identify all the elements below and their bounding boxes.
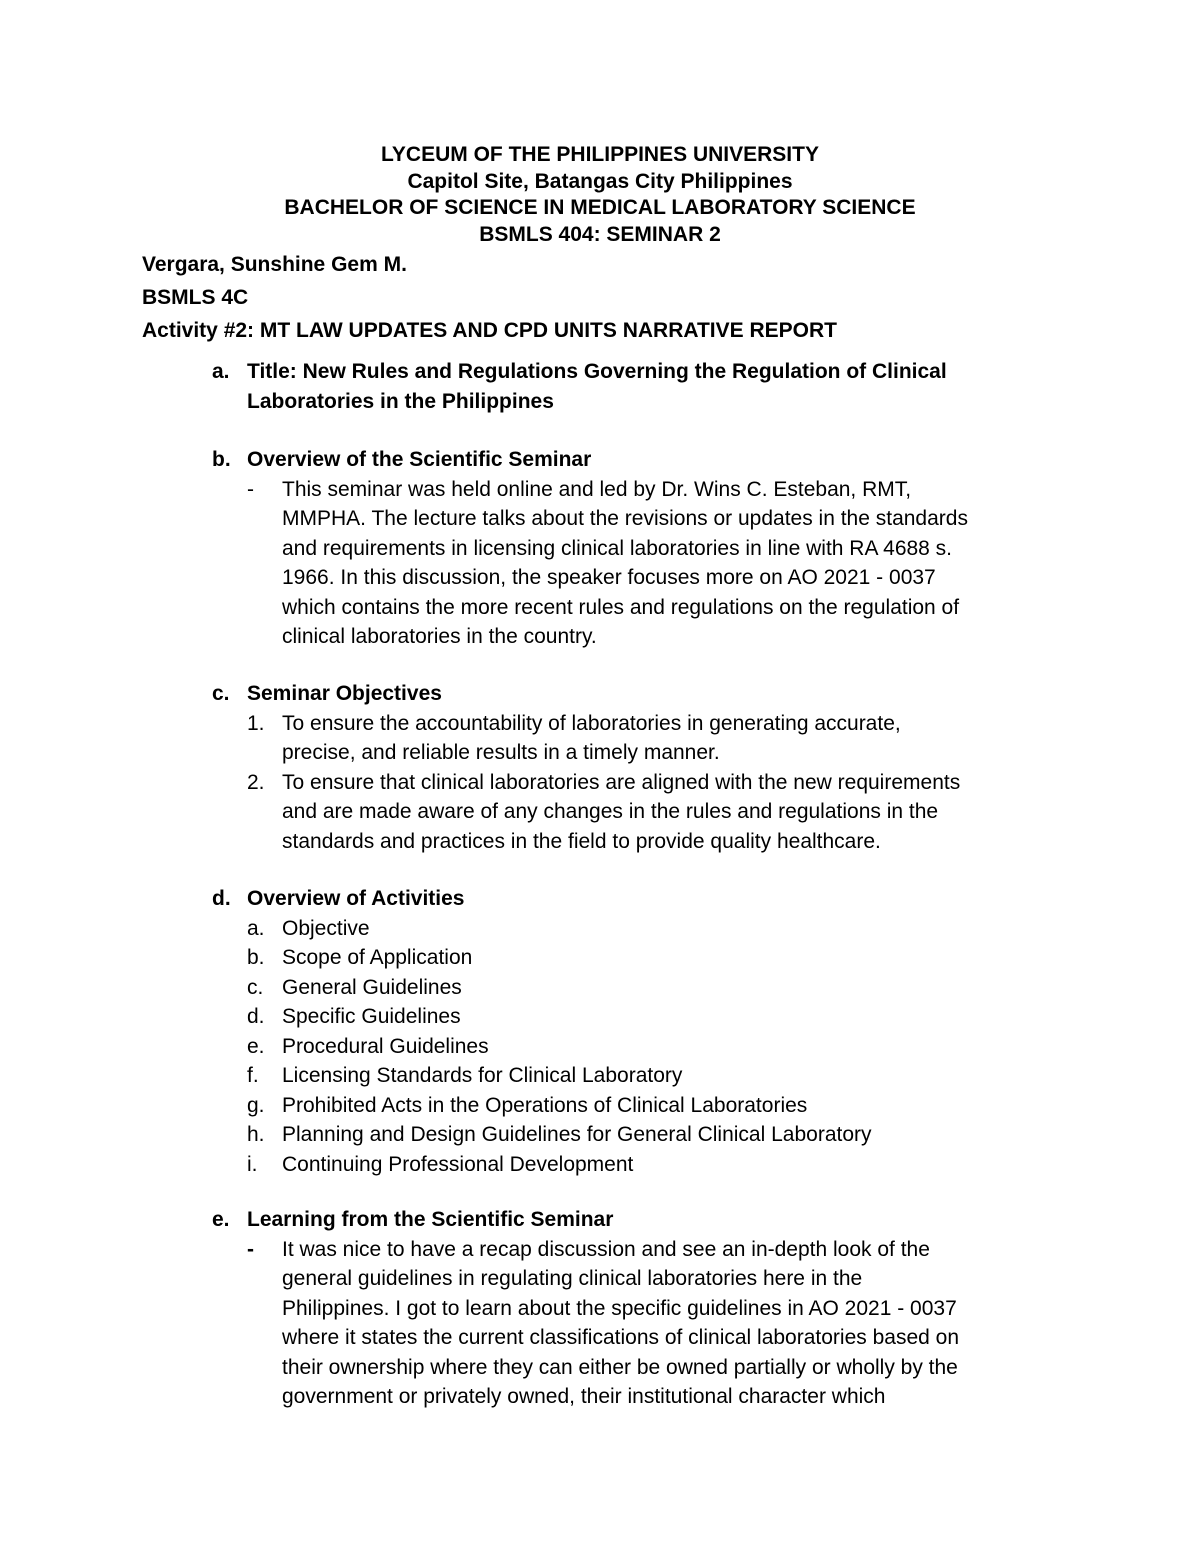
section-heading	[212, 679, 1072, 709]
item-marker: f.	[247, 1064, 259, 1087]
dash-bullet: -	[247, 1237, 254, 1261]
section-heading	[212, 884, 1072, 914]
item-marker: b.	[247, 946, 265, 969]
item-marker: a.	[247, 916, 265, 940]
item-text: Objective	[282, 916, 370, 940]
section-marker: d.	[212, 887, 231, 910]
list-item	[212, 943, 1072, 973]
paragraph-line: MMPHA. The lecture talks about the revisions or updates in the standards	[282, 507, 968, 530]
heading-text: Learning from the Scientific Seminar	[247, 1208, 614, 1231]
section-marker: b.	[212, 448, 231, 471]
list-item	[212, 973, 1072, 1003]
student-info	[142, 248, 837, 347]
list-item	[212, 914, 1072, 944]
document-header	[0, 142, 1200, 248]
item-marker: g.	[247, 1093, 265, 1117]
list-item	[212, 1091, 1072, 1121]
student-name: Vergara, Sunshine Gem M.	[142, 253, 407, 276]
paragraph-line: This seminar was held online and led by Dr. Wins C. Esteban, RMT,	[282, 477, 912, 501]
item-marker: d.	[247, 1005, 265, 1028]
heading-text: Seminar Objectives	[247, 682, 442, 705]
section-objectives	[212, 679, 1072, 856]
section-activities	[212, 884, 1072, 1179]
section-marker: a.	[212, 360, 230, 383]
section-marker: e.	[212, 1208, 230, 1231]
item-line: and are made aware of any changes in the rules and regulations in the	[282, 800, 939, 823]
heading-line: Title: New Rules and Regulations Governing the Regulation of Clinical	[247, 360, 947, 383]
list-item	[212, 1061, 1072, 1091]
item-line: precise, and reliable results in a timely manner.	[282, 741, 720, 764]
section-title	[212, 357, 1072, 416]
dash-bullet: -	[247, 477, 254, 501]
paragraph-line: 1966. In this discussion, the speaker focuses more on AO 2021 - 0037	[282, 566, 936, 589]
item-line: To ensure that clinical laboratories are aligned with the new requirements	[282, 770, 961, 794]
item-text: Continuing Professional Development	[282, 1152, 634, 1176]
section-overview	[212, 445, 1072, 652]
paragraph-line: where it states the current classifications of clinical laboratories based on	[282, 1326, 960, 1349]
heading-text: Overview of the Scientific Seminar	[247, 448, 592, 471]
section-marker: c.	[212, 682, 230, 705]
item-text: Scope of Application	[282, 946, 473, 969]
list-item	[212, 1120, 1072, 1150]
item-text: Procedural Guidelines	[282, 1034, 489, 1058]
bullet-paragraph	[212, 475, 1072, 652]
section-learning	[212, 1205, 1072, 1412]
item-text: Prohibited Acts in the Operations of Clinical Laboratories	[282, 1093, 808, 1117]
student-section: BSMLS 4C	[142, 286, 249, 309]
list-item	[212, 1150, 1072, 1180]
heading-line: Laboratories in the Philippines	[247, 389, 554, 413]
item-line: To ensure the accountability of laboratories in generating accurate,	[282, 711, 901, 735]
paragraph-line: which contains the more recent rules and regulations on the regulation of	[282, 595, 960, 619]
paragraph-line: It was nice to have a recap discussion and see an in-depth look of the	[282, 1237, 930, 1261]
list-item	[212, 1032, 1072, 1062]
paragraph-line: general guidelines in regulating clinical laboratories here in the	[282, 1267, 863, 1290]
paragraph-line: their ownership where they can either be owned partially or wholly by the	[282, 1355, 958, 1379]
item-marker: i.	[247, 1152, 258, 1176]
section-heading	[212, 1205, 1072, 1235]
paragraph-line: government or privately owned, their institutional character which	[282, 1385, 886, 1408]
course-title: BSMLS 404: SEMINAR 2	[479, 222, 721, 246]
item-text: Licensing Standards for Clinical Laboratory	[282, 1064, 683, 1087]
section-heading	[212, 445, 1072, 475]
section-heading	[212, 357, 1072, 416]
item-text: Planning and Design Guidelines for General Clinical Laboratory	[282, 1123, 872, 1146]
item-line: standards and practices in the field to provide quality healthcare.	[282, 829, 881, 853]
item-marker: 1.	[247, 711, 265, 735]
paragraph-line: clinical laboratories in the country.	[282, 625, 597, 648]
activity-title: Activity #2: MT LAW UPDATES AND CPD UNITS NARRATIVE REPORT	[142, 319, 837, 342]
item-text: Specific Guidelines	[282, 1005, 461, 1028]
item-marker: c.	[247, 975, 264, 999]
bullet-paragraph	[212, 1235, 1072, 1412]
heading-text: Overview of Activities	[247, 887, 465, 910]
program-name: BACHELOR OF SCIENCE IN MEDICAL LABORATORY SCIENCE	[284, 196, 916, 219]
item-marker: h.	[247, 1123, 265, 1146]
list-item	[212, 1002, 1072, 1032]
item-text: General Guidelines	[282, 975, 462, 999]
list-item	[212, 768, 1072, 857]
paragraph-line: and requirements in licensing clinical laboratories in line with RA 4688 s.	[282, 536, 953, 560]
item-marker: 2.	[247, 770, 265, 794]
university-name: LYCEUM OF THE PHILIPPINES UNIVERSITY	[381, 143, 819, 166]
item-marker: e.	[247, 1034, 265, 1058]
paragraph-line: Philippines. I got to learn about the specific guidelines in AO 2021 - 0037	[282, 1296, 957, 1320]
campus-address: Capitol Site, Batangas City Philippines	[407, 169, 793, 193]
list-item	[212, 709, 1072, 768]
